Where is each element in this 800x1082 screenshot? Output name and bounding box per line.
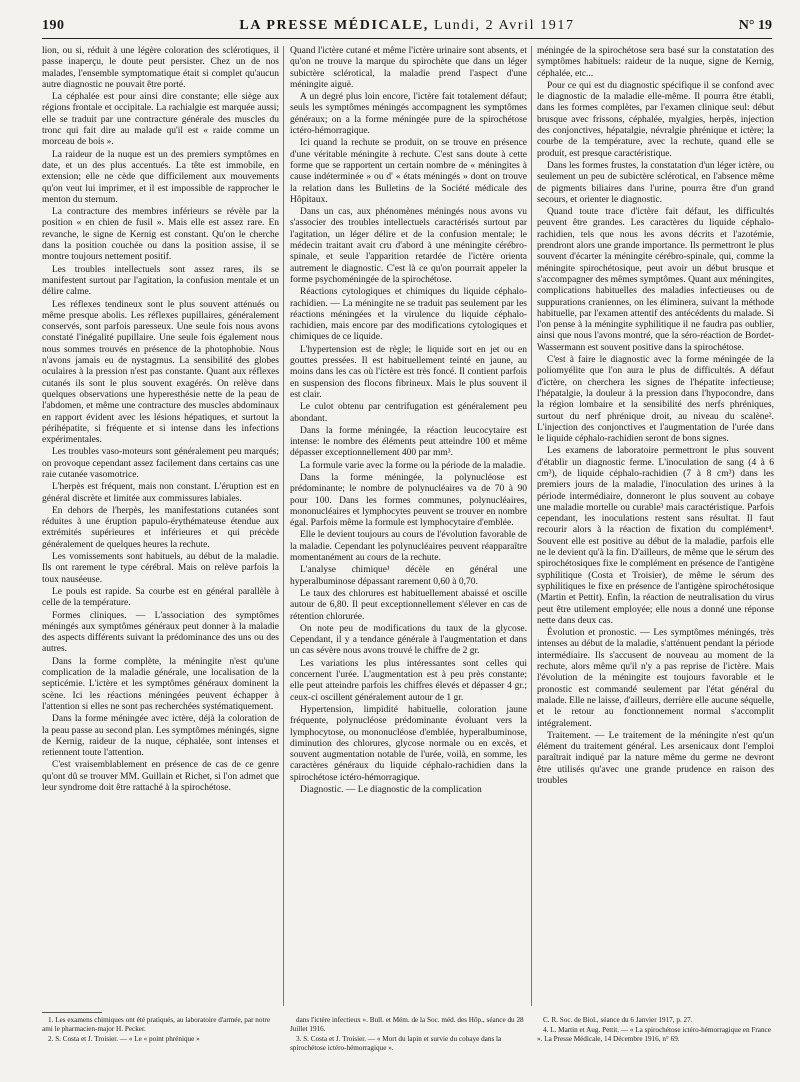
paragraph: Les vomissements sont habituels, au début de la maladie. Ils ont rarement le type cérébral. Mais on relève parfois la toux nauséeuse. [42, 552, 279, 585]
paragraph: Hypertension, limpidité habituelle, coloration jaune fréquente, polynucléose prédominante évoluant vers la lymphocytose, ou mononucléose d'emblée, hyperalbuminose, diminution des chlorures, glycose normale ou en excès, et souvent augmentation notable de l'urée, voilà, en somme, les caractères généraux du liquide céphalo-rachidien dans la spirochétose ictéro-hémorragique. [290, 704, 527, 783]
footnote: 1. Les examens chimiques ont été pratiqués, au laboratoire d'armée, par notre ami le pharmacien-major H. Pecker. [42, 1016, 271, 1033]
column-divider [531, 46, 532, 1006]
paragraph: L'hypertension est de règle; le liquide sort en jet ou en gouttes pressées. Il est habituellement teinté en jaune, au moins dans les cas où l'ictère est très foncé. Il contient parfois en suspension des flocons fibrineux. Mais le plus souvent il est clair. [290, 344, 527, 400]
paragraph: Quand l'ictère cutané et même l'ictère urinaire sont absents, et qu'on ne trouve la marque du spirochète que dans un léger subictère sclérotical, la maladie prend l'aspect d'une méningite aiguë. [290, 46, 527, 90]
paragraph: Dans un cas, aux phénomènes méningés nous avons vu s'associer des troubles intellectuels caractérisés surtout par l'agitation, un léger délire et de la confusion mentale; le médecin traitant avait cru d'abord à une méningite cérébro-spinale, et seule l'apparition retardée de l'ictère orienta autrement le diagnostic. C'est là ce qu'on pourrait appeler la forme psychoméningée de la spirochétose. [290, 207, 527, 285]
paragraph: Le culot obtenu par centrifugation est généralement peu abondant. [290, 402, 527, 424]
paragraph: Traitement. — Le traitement de la méningite n'est qu'un élément du traitement général. Les arsenicaux dont l'emploi paraîtrait indiqué par la nature même du germe ne devront être utilisés qu'avec une grande prudence en raison des troubles [537, 730, 774, 786]
paragraph: La céphalée est pour ainsi dire constante; elle siège aux régions frontale et occipitale. La rachialgie est marquée aussi; elle se traduit par une contracture générale des muscles du tronc qui fait dire au malade qu'il est « raide comme un morceau de bois ». [42, 92, 279, 148]
footnote: 3. S. Costa et J. Troisier. — « Mort du lapin et survie du cobaye dans la spirochétose ictéro-hémorragique ». [290, 1035, 502, 1052]
paragraph: C'est vraisemblablement en présence de cas de ce genre qu'ont dû se trouver MM. Guillain et Richet, si l'on admet que leur syndrome doit être rattaché à la spirochétose. [42, 760, 279, 793]
issue-date: Lundi, 2 Avril 1917 [428, 18, 575, 33]
paragraph: La contracture des membres inférieurs se révèle par la position « en chien de fusil ». Mais elle est assez rare. En revanche, le signe de Kernig est constant. Qu'on le cherche dans la position couchée ou dans la position assise, il se montre toujours nettement positif. [42, 207, 279, 263]
paragraph: Diagnostic. — Le diagnostic de la complication [300, 785, 482, 795]
text-column-2 [290, 46, 527, 1006]
column-divider [283, 46, 284, 1006]
paragraph: Pour ce qui est du diagnostic spécifique il se confond avec le diagnostic de la maladie elle-même. Il pourra être établi, dans les formes complètes, par l'examen clinique seul: début brusque avec frissons, céphalée, myalgies, herpès, injection des conjonctives, hépatalgie, névralgie phrénique et ictère; la courbe de la température, avec la rechute, quand elle se produit, est presque caractéristique. [537, 80, 774, 159]
paragraph: Les troubles vaso-moteurs sont généralement peu marqués; on provoque cependant assez facilement dans certains cas une raie cutanée vasomotrice. [42, 447, 279, 480]
footnote: 2. S. Costa et J. Troisier. — « Le « point phrénique » [48, 1035, 200, 1043]
paragraph: L'herpès est fréquent, mais non constant. L'éruption est en général discrète et limitée aux commissures labiales. [42, 482, 279, 504]
footnote-rule [42, 1012, 102, 1013]
paragraph: Le pouls est rapide. Sa courbe est en général parallèle à celle de la température. [42, 586, 279, 609]
paragraph: En dehors de l'herpès, les manifestations cutanées sont réduites à une éruption papulo-érythémateuse étendue aux extrémités supérieures et inférieures et qui précède généralement de quelques heures la rechute. [42, 505, 279, 550]
paragraph: Les examens de laboratoire permettront le plus souvent d'établir un diagnostic ferme. L'inoculation de sang (4 à 6 cm³), de liquide céphalo-rachidien (7 à 8 cm³) dans les premiers jours de la maladie, l'inoculation des urines à la période intermédiaire, donneront le plus souvent au cobaye une maladie mortelle ou curable³ mais caractéristique. Parfois cependant, les inoculations restent sans résultat. Il faut recourir alors à la réaction de fixation du complément⁴. Souvent elle est positive au début de la maladie, parfois elle ne le devient qu'à la fin. D'ailleurs, de même que le sérum des spirochétosiques fixe le complément en présence de l'antigène syphilitique (Costa et Troisier), de même le sérum des syphilitiques le fixe en présence de l'antigène spirochétosique (Martin et Pettit). Enfin, la réaction de neutralisation du virus peut être utilement employée; elle nous a donné une réponse nette dans deux cas. [537, 446, 774, 626]
paragraph: Ici quand la rechute se produit, on se trouve en présence d'une véritable méningite à rechute. C'est sans doute à cette forme que se rapportent un certain nombre de « méningites à cause indéterminée » ou d' « états méningés » dont on trouve la relation dans les Bulletins de la Société médicale des Hôpitaux. [290, 138, 527, 205]
paragraph: Dans les formes frustes, la constatation d'un léger ictère, ou seulement un peu de subictère sclérotical, en l'absence même de pigments biliaires dans l'urine, pourra être d'un grand secours, et orienter le diagnostic. [537, 160, 774, 205]
footnotes-column-2 [290, 1016, 527, 1072]
paragraph: Dans la forme méningée avec ictère, déjà la coloration de la peau passe au second plan. Les symptômes méningés, signe de Kernig, raideur de la nuque, céphalée, sont intenses et retiennent toute l'attention. [42, 714, 279, 759]
paragraph: lion, ou si, réduit à une légère coloration des sclérotiques, il passe inaperçu, le doute peut persister. Chez un de nos malades, l'ensemble symptomatique était si complet qu'aucun autre diagnostic ne pouvait être porté. [42, 46, 279, 90]
paragraph: La raideur de la nuque est un des premiers symptômes en date, et un des plus accentués. La tête est immobile, en extension; elle ne cède que difficilement aux mouvements qu'on veut lui imprimer, et il est impossible de rapprocher le menton du sternum. [42, 149, 279, 205]
footnote: dans l'ictère infectieux ». Bull. et Mém. de la Soc. méd. des Hôp., séance du 28 Juillet 1916. [290, 1016, 524, 1033]
paragraph: A un degré plus loin encore, l'ictère fait totalement défaut; seuls les symptômes méningés accompagnent les symptômes généraux; on a la forme méningée pure de la spirochétose ictéro-hémorragique. [290, 92, 527, 137]
paragraph: Elle le devient toujours au cours de l'évolution favorable de la maladie. Cependant les polynucléaires peuvent réapparaître momentanément au cours de la rechute. [290, 530, 527, 564]
paragraph: Dans la forme méningée, la polynucléose est prédominante; le nombre de polynucléaires va de 70 à 90 pour 100. Dans les formes communes, polynucléaires, mononucléaires et lymphocytes peuvent se trouver en nombre égal. Parfois même la formule est lymphocytaire d'emblée. [290, 472, 527, 529]
paragraph: L'analyse chimique¹ décèle en général une hyperalbuminose dépassant rarement 0,60 à 0,70. [290, 565, 527, 587]
footnote: C. R. Soc. de Biol., séance du 6 Janvier 1917, p. 27. [543, 1016, 693, 1024]
paragraph: Quand toute trace d'ictère fait défaut, les difficultés peuvent être grandes. Les caractères du liquide céphalo-rachidien, tels que nous les avons décrits et l'azotémie, prendront alors une grande importance. Ils permettront le plus souvent d'écarter la méningite cérébro-spinale, qui, comme la méningite spirochétosique, peut avoir un début brusque et s'accompagner des mêmes symptômes. Quant aux méningites, complications habituelles des maladies infectieuses ou de suppurations craniennes, on les éliminera, suivant la méthode habituelle, par l'examen attentif des antécédents du malade. Si l'on pense à la méningite syphilitique il ne faudra pas oublier, ainsi que nous l'avons montré, que la séro-réaction de Bordet-Wassermann est souvent positive dans la spirochétose. [537, 207, 774, 353]
journal-title-line [42, 18, 772, 34]
paragraph: Les variations les plus intéressantes sont celles qui concernent l'urée. L'augmentation est à peu près constante; elle peut atteindre parfois les chiffres élevés et dépasser 4 gr.; ceux-ci oscillent généralement autour de 1 gr. [290, 658, 527, 703]
paragraph: La formule varie avec la forme ou la période de la maladie. [300, 460, 526, 471]
paragraph: Évolution et pronostic. — Les symptômes méningés, très intenses au début de la maladie, s'atténuent pendant la période intermédiaire. Ils s'accusent de nouveau au moment de la rechute, alors même qu'il n'y a pas reprise de l'ictère. Mais l'évolution de la méningite est toujours favorable et le pronostic est commandé seulement par l'état général du malade. Elle ne laisse, d'ailleurs, derrière elle aucune séquelle, et le retour au fonctionnement normal s'accomplit intégralement. [537, 628, 774, 729]
footnotes-column-3 [537, 1016, 774, 1072]
text-column-1 [42, 46, 279, 1006]
paragraph: On note peu de modifications du taux de la glycose. Cependant, il y a tendance générale à l'augmentation et dans un cas sévère nous avons trouvé le chiffre de 2 gr. [290, 623, 527, 657]
paragraph: Les troubles intellectuels sont assez rares, ils se manifestent surtout par l'agitation, la confusion mentale et un délire calme. [42, 264, 279, 298]
footnote: 4. L. Martin et Aug. Pettit. — « La spirochétose ictéro-hémorragique en France ». La Presse Médicale, 14 Décembre 1916, n° 69. [537, 1026, 771, 1043]
footnotes-column-1 [42, 1016, 279, 1072]
text-column-3 [537, 46, 774, 1006]
page-header [42, 18, 772, 39]
journal-title: LA PRESSE MÉDICALE, [239, 18, 429, 33]
paragraph: Dans la forme complète, la méningite n'est qu'une complication de la maladie générale, une localisation de la septicémie. L'ictère et les symptômes généraux dominent la scène. Ici les réactions méningées peuvent échapper à l'attention si elles ne sont pas recherchées systématiquement. [42, 656, 279, 712]
paragraph: Réactions cytologiques et chimiques du liquide céphalo-rachidien. — La méningite ne se traduit pas seulement par les réactions méningées et la virulence du liquide céphalo-rachidien, mais encore par des modifications cytologiques et chimiques de ce liquide. [290, 287, 527, 343]
paragraph: Le taux des chlorures est habituellement abaissé et oscille autour de 6,80. Il peut exceptionnellement s'élever en cas de rétention chlorurée. [290, 588, 527, 622]
page-number: 190 [42, 18, 65, 33]
paragraph: Dans la forme méningée, la réaction leucocytaire est intense: le nombre des éléments peut atteindre 100 et même dépasser exceptionnellement 400 par mm³. [290, 425, 527, 459]
paragraph: Formes cliniques. — L'association des symptômes méningés aux symptômes généraux peut donner à la maladie des aspects différents suivant la prédominance des uns ou des autres. [42, 610, 279, 655]
paragraph: Les réflexes tendineux sont le plus souvent atténués ou même presque abolis. Les réflexes pupillaires, généralement conservés, sont parfois paresseux. Une seule fois nous avons constaté l'inégalité pupillaire. Une seule fois également nous nous sommes trouvés en présence de la photophobie. Nous n'avons jamais eu de nystagmus. La sensibilité des globes oculaires à la pression n'est pas constante. Quant aux réflexes cutanés ils sont le plus souvent exagérés. On relève dans quelques observations une hyperesthésie nette de la peau de l'abdomen, et même une contracture des muscles abdominaux en rapport évident avec les lésions hépatiques, et surtout la périhépatite, si fréquente et si intense dans les infections expérimentales. [42, 299, 279, 446]
issue-number: N° 19 [738, 18, 772, 33]
paragraph: méningée de la spirochétose sera basé sur la constatation des symptômes habituels: raideur de la nuque, signe de Kernig, céphalée, etc... [537, 46, 774, 79]
paragraph: C'est à faire le diagnostic avec la forme méningée de la poliomyélite que l'on aura le plus de difficultés. A défaut d'ictère, on cherchera les signes de l'hépatite infectieuse; l'hépatalgie, la douleur à la pression dans l'hypocondre, dans la région lombaire et la sensibilité des nerfs phréniques, surtout du nerf phrénique droit, au niveau du scalène². L'injection des conjonctives et l'augmentation de l'urée dans le liquide céphalo-rachidien seront de bons signes. [537, 355, 774, 445]
